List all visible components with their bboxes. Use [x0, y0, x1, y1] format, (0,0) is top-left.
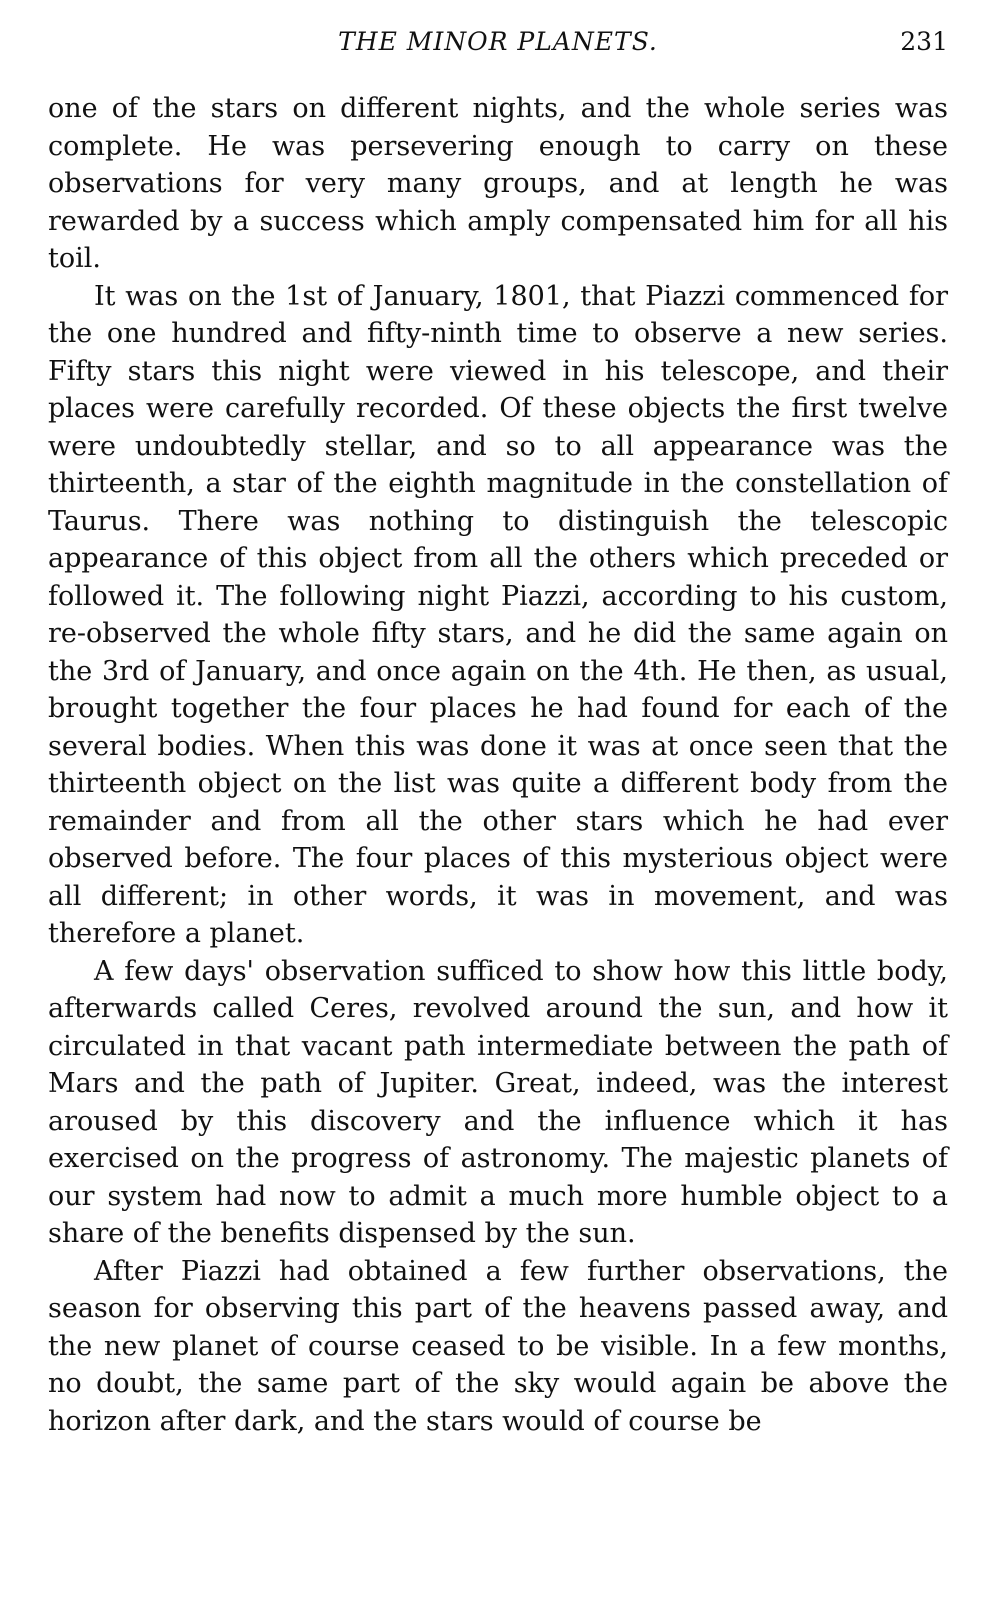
paragraph-season: After Piazzi had obtained a few further observations, the season for observing this part of the heavens passed away, and the new planet of course ceased to be visible. In a few months, no doubt, the same part of the sky would again be above the horizon after dark, and the stars would of course be	[48, 1255, 948, 1437]
page-number: 231	[900, 27, 948, 56]
running-head	[48, 22, 948, 62]
paragraph-continued: one of the stars on different nights, and the whole series was complete. He was persevering enough to carry on these observations for very many groups, and at length he was rewarded by a success which amply compensated him for all his toil.	[48, 93, 948, 274]
body-text	[48, 90, 948, 1440]
paragraph-piazzi-observation: It was on the 1st of January, 1801, that Piazzi commenced for the one hundred and fifty-ninth time to observe a new series. Fifty stars this night were viewed in his telescope, and their places were carefully recorded. Of these objects the first twelve were undoubtedly stellar, and so to all appearance was the thirteenth, a star of the eighth magnitude in the constellation of Taurus. There was nothing to distinguish the telescopic appearance of this object from all the others which preceded or followed it. The following night Piazzi, according to his custom, re-observed the whole fifty stars, and he did the same again on the 3rd of January, and once again on the 4th. He then, as usual, brought together the four places he had found for each of the several bodies. When this was done it was at once seen that the thirteenth object on the list was quite a different body from the remainder and from all the other stars which he had ever observed before. The four places of this mysterious object were all different; in other words, it was in movement, and was therefore a planet.	[48, 280, 948, 949]
paragraph-ceres: A few days' observation sufficed to show how this little body, afterwards called Ceres, revolved around the sun, and how it circulated in that vacant path intermediate between the path of Mars and the path of Jupiter. Great, indeed, was the interest aroused by this discovery and the influence which it has exercised on the progress of astronomy. The majestic planets of our system had now to admit a much more humble object to a share of the benefits dispensed by the sun.	[48, 955, 948, 1249]
running-title: THE MINOR PLANETS.	[338, 27, 658, 56]
